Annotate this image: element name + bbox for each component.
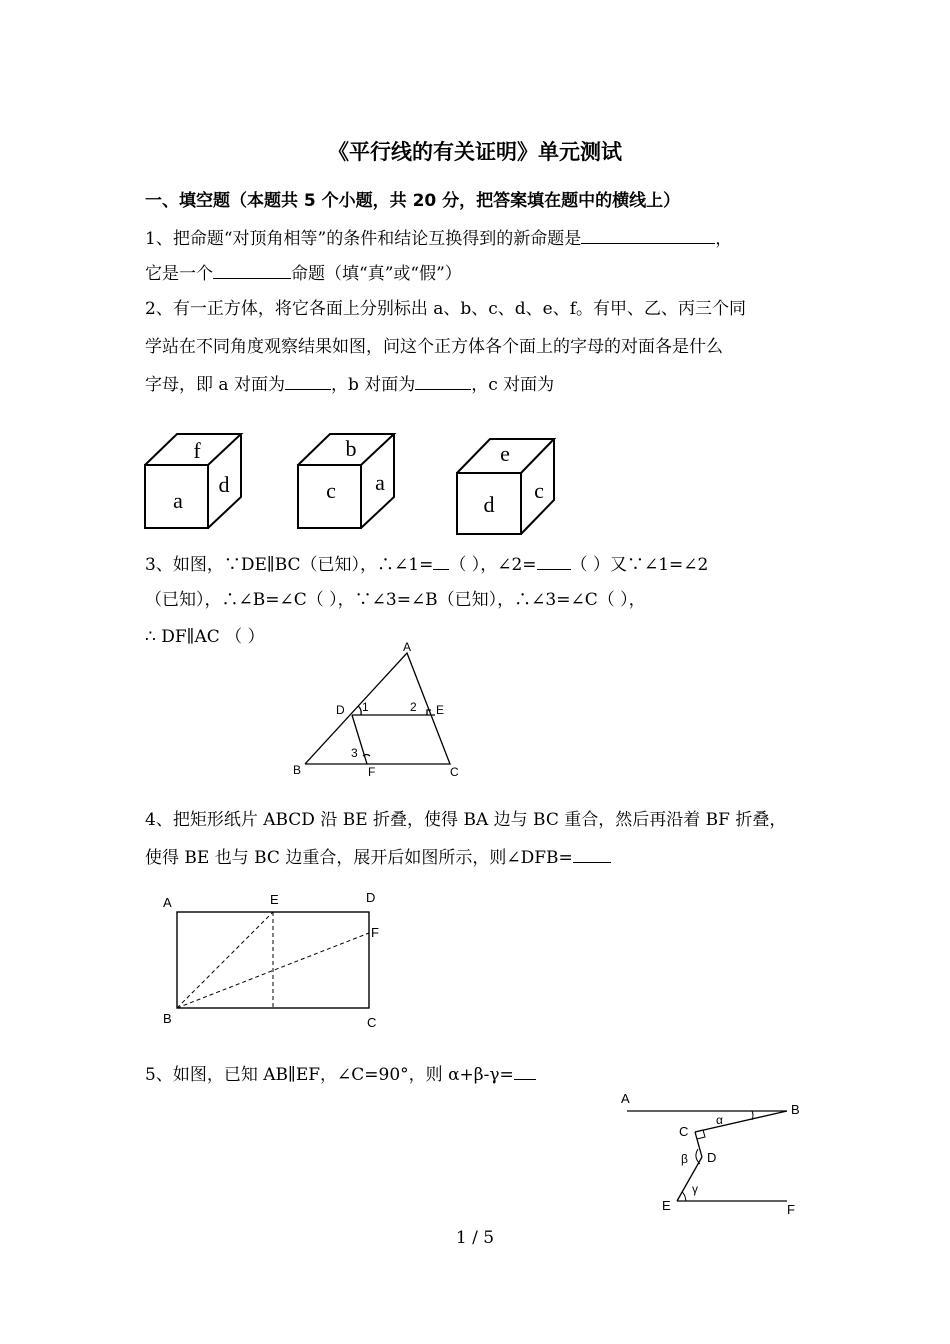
- q5-line1: [145, 1062, 536, 1087]
- rectangle-fold-figure: [155, 885, 395, 1035]
- angle-1-arc: [358, 706, 361, 715]
- q2-line3: [145, 372, 554, 397]
- label-a: A: [403, 640, 412, 654]
- q3-line2: （已知），∴∠B=∠C（ ），∵∠3=∠B（已知），∴∠3=∠C（ ），: [145, 590, 646, 610]
- q4-line2: [145, 845, 611, 870]
- alpha-arc: [752, 1111, 753, 1120]
- alpha-label: α: [716, 1113, 723, 1127]
- q2-line3-c: ，c 对面为: [471, 375, 555, 395]
- cube-2-top-label: b: [345, 436, 357, 461]
- q1-line1: [145, 226, 732, 251]
- segment-bc: [695, 1111, 787, 1132]
- label-c: C: [679, 1124, 689, 1139]
- q5-answer-blank[interactable]: [514, 1062, 536, 1080]
- label-b: B: [163, 1011, 172, 1026]
- q3-line1-a: 3、如图，∵DE∥BC（已知），∴∠1=: [145, 555, 434, 575]
- angle-3-arc: [363, 755, 370, 757]
- label-e: E: [662, 1198, 671, 1213]
- label-f: F: [787, 1202, 795, 1217]
- gamma-label: γ: [692, 1182, 698, 1196]
- q4-line2-text: 使得 BE 也与 BC 边重合，展开后如图所示，则∠DFB=: [145, 848, 573, 868]
- label-e: E: [270, 892, 279, 907]
- q5-text: 5、如图，已知 AB∥EF，∠C=90°，则 α+β-γ=: [145, 1065, 514, 1085]
- label-c: C: [367, 1015, 377, 1030]
- label-e: E: [436, 703, 445, 717]
- section-heading: 一、填空题（本题共 5 个小题，共 20 分，把答案填在题中的横线上）: [145, 191, 681, 211]
- label-a: A: [621, 1091, 630, 1106]
- label-b: B: [293, 763, 302, 777]
- beta-label: β: [681, 1152, 688, 1166]
- zigzag-figure: [615, 1085, 815, 1220]
- q2-answer-blank-a[interactable]: [285, 372, 331, 390]
- page-number: 1 / 5: [455, 1228, 495, 1248]
- cube-2-front-label: c: [326, 478, 336, 503]
- cube-3-front-label: d: [483, 492, 495, 517]
- cube-1-front-label: a: [173, 488, 183, 513]
- label-f: F: [368, 765, 376, 779]
- q1-line2-b: 命题（填“真”或“假”）: [291, 264, 462, 284]
- q4-answer-blank[interactable]: [573, 845, 611, 863]
- angle-1-label: 1: [362, 700, 369, 714]
- cube-2-side-label: a: [375, 470, 385, 495]
- q3-answer-blank-2[interactable]: [537, 552, 571, 570]
- q1-answer-blank-2[interactable]: [213, 261, 291, 279]
- label-d: D: [707, 1150, 717, 1165]
- q3-line1-b: （ ），∠2=: [449, 555, 537, 575]
- triangle-abc: [305, 653, 450, 764]
- q3-line1-c: （ ）又∵∠1=∠2: [570, 555, 709, 575]
- q4-line1: 4、把矩形纸片 ABCD 沿 BE 折叠，使得 BA 边与 BC 重合，然后再沿着 BF 折叠，: [145, 810, 787, 830]
- q2-line2: 学站在不同角度观察结果如图，问这个正方体各个面上的字母的对面各是什么: [145, 337, 723, 357]
- cube-1-side-label: d: [218, 472, 230, 497]
- q2-line1: 2、有一正方体，将它各面上分别标出 a、b、c、d、e、f。有甲、乙、丙三个同: [145, 299, 746, 319]
- cube-1-top-label: f: [193, 438, 201, 463]
- q3-answer-blank-1[interactable]: [433, 552, 449, 570]
- q1-answer-blank-1[interactable]: [581, 226, 715, 244]
- q1-text: 1、把命题“对顶角相等”的条件和结论互换得到的新命题是: [145, 229, 582, 249]
- q1-line2-a: 它是一个: [145, 264, 213, 284]
- q2-answer-blank-b[interactable]: [415, 372, 471, 390]
- angle-2-label: 2: [410, 700, 417, 714]
- q3-line1: [145, 552, 708, 577]
- gamma-arc: [682, 1192, 686, 1201]
- angle-3-label: 3: [351, 746, 358, 760]
- label-b: B: [791, 1102, 800, 1117]
- q3-line3: ∴ DF∥AC （ ）: [145, 627, 265, 647]
- label-d: D: [366, 890, 376, 905]
- page-title: 《平行线的有关证明》单元测试: [328, 140, 622, 164]
- q2-line3-a: 字母，即 a 对面为: [145, 375, 285, 395]
- cube-figures: [140, 428, 580, 540]
- label-a: A: [163, 895, 172, 910]
- label-c: C: [450, 765, 459, 779]
- q1-line2: [145, 261, 462, 286]
- triangle-figure: [290, 640, 470, 782]
- label-d: D: [336, 703, 345, 717]
- q2-line3-b: ，b 对面为: [330, 375, 416, 395]
- label-f: F: [371, 925, 379, 940]
- q1-line1-end: ，: [715, 229, 733, 249]
- fold-line-be: [177, 912, 273, 1008]
- cube-3-side-label: c: [534, 478, 544, 503]
- cube-3-top-label: e: [500, 441, 510, 466]
